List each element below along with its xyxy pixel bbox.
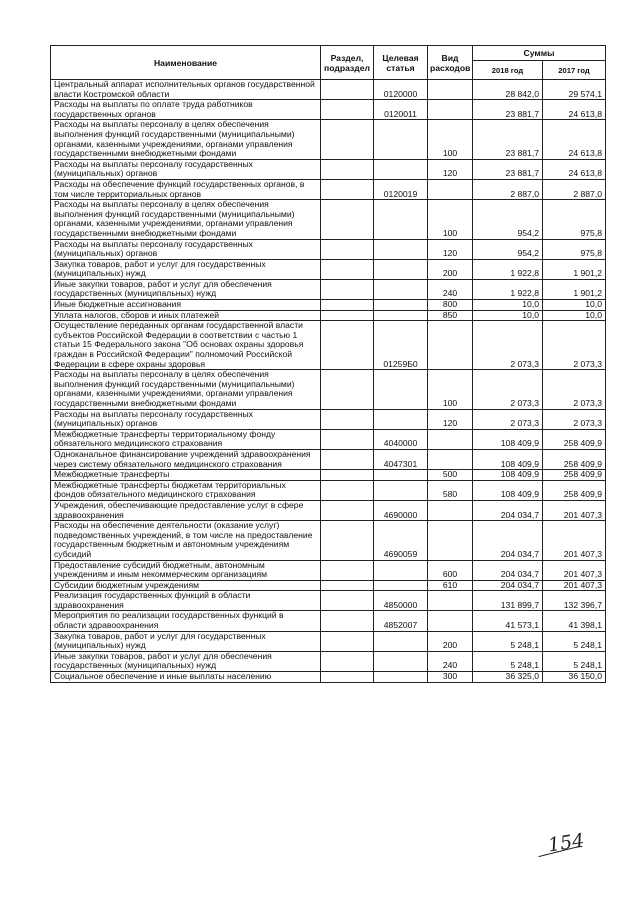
cell-name: Расходы на выплаты персоналу государственных (муниципальных) органов [51,159,321,179]
cell-section [321,591,374,611]
cell-target: 0120019 [374,179,428,199]
cell-name: Расходы на выплаты персоналу государственных (муниципальных) органов [51,239,321,259]
table-row [51,470,606,481]
cell-sum-2017: 201 407,3 [543,560,606,580]
cell-target: 0120000 [374,80,428,100]
cell-sum-2017: 2 073,3 [543,370,606,409]
cell-name: Социальное обеспечение и иные выплаты населению [51,672,321,683]
cell-sum-2018: 2 073,3 [473,370,543,409]
table-row [51,409,606,429]
cell-sum-2018: 1 922,8 [473,279,543,299]
cell-target: 4690000 [374,500,428,520]
cell-name: Межбюджетные трансферты территориальному фонду обязательного медицинского страхования [51,429,321,449]
cell-sum-2017: 2 073,3 [543,409,606,429]
cell-name: Одноканальное финансирование учреждений здравоохранения через систему обязательного медицинского страхования [51,449,321,469]
table-row [51,429,606,449]
table-row [51,651,606,671]
cell-kind [428,100,473,120]
cell-kind [428,591,473,611]
budget-table [50,45,606,683]
cell-name: Расходы на выплаты по оплате труда работников государственных органов [51,100,321,120]
cell-sum-2018: 23 881,7 [473,159,543,179]
cell-sum-2017: 258 409,9 [543,429,606,449]
cell-sum-2018: 204 034,7 [473,560,543,580]
cell-name: Иные бюджетные ассигнования [51,300,321,311]
table-row [51,500,606,520]
cell-name: Закупка товаров, работ и услуг для государственных (муниципальных) нужд [51,259,321,279]
table-header [51,46,606,80]
cell-target [374,409,428,429]
cell-sum-2017: 10,0 [543,300,606,311]
cell-section [321,651,374,671]
cell-section [321,470,374,481]
cell-name: Предоставление субсидий бюджетным, автономным учреждениям и иным некоммерческим организациям [51,560,321,580]
table-row [51,449,606,469]
cell-sum-2018: 204 034,7 [473,500,543,520]
table-row [51,591,606,611]
cell-target [374,120,428,159]
cell-sum-2017: 5 248,1 [543,651,606,671]
cell-kind: 200 [428,259,473,279]
cell-sum-2018: 5 248,1 [473,631,543,651]
cell-target [374,159,428,179]
cell-name: Субсидии бюджетным учреждениям [51,580,321,591]
cell-target: 01259Б0 [374,321,428,370]
cell-sum-2017: 258 409,9 [543,449,606,469]
cell-name: Расходы на выплаты персоналу в целях обеспечения выполнения функций государственными (муниципальными) органами, казенными учреждениями, органами управления государственными внебюджетными фондами [51,120,321,159]
table-row [51,279,606,299]
cell-sum-2018: 108 409,9 [473,429,543,449]
header-section: Раздел, подраздел [321,46,374,80]
cell-sum-2018: 954,2 [473,239,543,259]
table-body [51,80,606,683]
cell-target [374,672,428,683]
table-row [51,100,606,120]
cell-kind [428,80,473,100]
cell-kind [428,449,473,469]
cell-sum-2017: 201 407,3 [543,521,606,560]
cell-name: Межбюджетные трансферты [51,470,321,481]
cell-kind: 100 [428,370,473,409]
cell-name: Иные закупки товаров, работ и услуг для обеспечения государственных (муниципальных) нужд [51,279,321,299]
cell-sum-2017: 41 398,1 [543,611,606,631]
cell-kind: 850 [428,310,473,321]
cell-section [321,580,374,591]
cell-kind: 120 [428,409,473,429]
cell-target [374,279,428,299]
table-row [51,480,606,500]
cell-target [374,239,428,259]
cell-name: Расходы на выплаты персоналу государственных (муниципальных) органов [51,409,321,429]
cell-target [374,300,428,311]
cell-sum-2018: 36 325,0 [473,672,543,683]
cell-sum-2018: 2 887,0 [473,179,543,199]
cell-sum-2018: 1 922,8 [473,259,543,279]
cell-sum-2017: 201 407,3 [543,580,606,591]
cell-target [374,560,428,580]
table-row [51,521,606,560]
table-row [51,611,606,631]
cell-target [374,470,428,481]
cell-section [321,429,374,449]
header-name: Наименование [51,46,321,80]
cell-target [374,370,428,409]
cell-name: Осуществление переданных органам государственной власти субъектов Российской Федерации в соответствии с частью 1 статьи 15 Федерального закона "Об основах охраны здоровья граждан в Российской Федерации" полномочий Российской Федерации в сфере охраны здоровья [51,321,321,370]
cell-sum-2018: 10,0 [473,300,543,311]
cell-name: Расходы на обеспечение функций государственных органов, в том числе территориальных органов [51,179,321,199]
cell-name: Мероприятия по реализации государственных функций в области здравоохранения [51,611,321,631]
table-row [51,179,606,199]
cell-name: Межбюджетные трансферты бюджетам территориальных фондов обязательного медицинского страхования [51,480,321,500]
cell-target [374,480,428,500]
cell-kind: 610 [428,580,473,591]
cell-section [321,310,374,321]
cell-kind [428,611,473,631]
cell-section [321,409,374,429]
cell-kind: 300 [428,672,473,683]
cell-kind: 120 [428,159,473,179]
cell-section [321,179,374,199]
cell-target: 4852007 [374,611,428,631]
cell-target [374,310,428,321]
cell-sum-2018: 10,0 [473,310,543,321]
cell-section [321,321,374,370]
cell-sum-2018: 204 034,7 [473,521,543,560]
cell-sum-2017: 24 613,8 [543,100,606,120]
cell-sum-2017: 258 409,9 [543,470,606,481]
header-target: Целевая статья [374,46,428,80]
cell-sum-2018: 23 881,7 [473,120,543,159]
cell-sum-2017: 36 150,0 [543,672,606,683]
table-row [51,259,606,279]
cell-target [374,259,428,279]
cell-sum-2018: 23 881,7 [473,100,543,120]
cell-section [321,80,374,100]
cell-kind: 600 [428,560,473,580]
cell-section [321,300,374,311]
cell-sum-2018: 954,2 [473,200,543,239]
table-row [51,159,606,179]
cell-sum-2018: 5 248,1 [473,651,543,671]
table-row [51,310,606,321]
cell-name: Иные закупки товаров, работ и услуг для обеспечения государственных (муниципальных) нужд [51,651,321,671]
cell-kind [428,500,473,520]
cell-section [321,449,374,469]
cell-name: Уплата налогов, сборов и иных платежей [51,310,321,321]
cell-name: Реализация государственных функций в области здравоохранения [51,591,321,611]
cell-name: Расходы на выплаты персоналу в целях обеспечения выполнения функций государственными (муниципальными) органами, казенными учреждениями, органами управления государственными внебюджетными фондами [51,370,321,409]
cell-section [321,560,374,580]
cell-name: Центральный аппарат исполнительных органов государственной власти Костромской области [51,80,321,100]
header-kind: Вид расходов [428,46,473,80]
cell-sum-2017: 1 901,2 [543,279,606,299]
cell-sum-2017: 29 574,1 [543,80,606,100]
table-row [51,631,606,651]
cell-sum-2018: 108 409,9 [473,449,543,469]
cell-kind [428,321,473,370]
cell-sum-2018: 204 034,7 [473,580,543,591]
cell-target [374,631,428,651]
table-row [51,120,606,159]
cell-sum-2018: 2 073,3 [473,409,543,429]
cell-kind: 240 [428,279,473,299]
cell-sum-2017: 2 887,0 [543,179,606,199]
cell-sum-2017: 10,0 [543,310,606,321]
cell-target: 4047301 [374,449,428,469]
cell-kind: 500 [428,470,473,481]
cell-kind: 240 [428,651,473,671]
cell-sum-2017: 975,8 [543,200,606,239]
cell-sum-2017: 2 073,3 [543,321,606,370]
cell-section [321,100,374,120]
cell-sum-2018: 41 573,1 [473,611,543,631]
cell-kind: 100 [428,200,473,239]
cell-target: 0120011 [374,100,428,120]
cell-section [321,500,374,520]
cell-sum-2017: 5 248,1 [543,631,606,651]
cell-kind: 100 [428,120,473,159]
cell-section [321,259,374,279]
cell-section [321,120,374,159]
cell-sum-2018: 2 073,3 [473,321,543,370]
cell-target: 4690059 [374,521,428,560]
table-row [51,560,606,580]
cell-kind: 800 [428,300,473,311]
table-row [51,370,606,409]
header-year1: 2018 год [473,61,543,80]
cell-target: 4040000 [374,429,428,449]
cell-section [321,159,374,179]
cell-sum-2018: 108 409,9 [473,470,543,481]
budget-table-sheet [50,45,605,683]
cell-kind: 120 [428,239,473,259]
cell-target: 4850000 [374,591,428,611]
table-row [51,672,606,683]
cell-sum-2017: 132 396,7 [543,591,606,611]
cell-sum-2017: 24 613,8 [543,159,606,179]
table-row [51,239,606,259]
header-year2: 2017 год [543,61,606,80]
cell-sum-2017: 1 901,2 [543,259,606,279]
cell-kind [428,521,473,560]
cell-kind [428,179,473,199]
cell-name: Расходы на выплаты персоналу в целях обеспечения выполнения функций государственными (муниципальными) органами, казенными учреждениями, органами управления государственными внебюджетными фондами [51,200,321,239]
table-row [51,80,606,100]
cell-section [321,631,374,651]
cell-sum-2018: 131 899,7 [473,591,543,611]
cell-name: Учреждения, обеспечивающие предоставление услуг в сфере здравоохранения [51,500,321,520]
table-row [51,200,606,239]
page-number: 154 [546,829,586,857]
cell-section [321,239,374,259]
cell-sum-2018: 108 409,9 [473,480,543,500]
cell-section [321,370,374,409]
cell-section [321,611,374,631]
cell-name: Закупка товаров, работ и услуг для государственных (муниципальных) нужд [51,631,321,651]
cell-sum-2017: 975,8 [543,239,606,259]
cell-section [321,200,374,239]
header-sums: Суммы [473,46,606,61]
cell-sum-2017: 201 407,3 [543,500,606,520]
cell-kind [428,429,473,449]
cell-target [374,200,428,239]
cell-sum-2018: 28 842,0 [473,80,543,100]
table-row [51,580,606,591]
cell-section [321,672,374,683]
cell-kind: 580 [428,480,473,500]
cell-section [321,521,374,560]
table-row [51,300,606,311]
cell-sum-2017: 24 613,8 [543,120,606,159]
cell-kind: 200 [428,631,473,651]
cell-section [321,279,374,299]
cell-target [374,651,428,671]
cell-section [321,480,374,500]
cell-sum-2017: 258 409,9 [543,480,606,500]
table-row [51,321,606,370]
cell-target [374,580,428,591]
cell-name: Расходы на обеспечение деятельности (оказание услуг) подведомственных учреждений, в том числе на предоставление государственным бюджетным и автономным учреждениям субсидий [51,521,321,560]
